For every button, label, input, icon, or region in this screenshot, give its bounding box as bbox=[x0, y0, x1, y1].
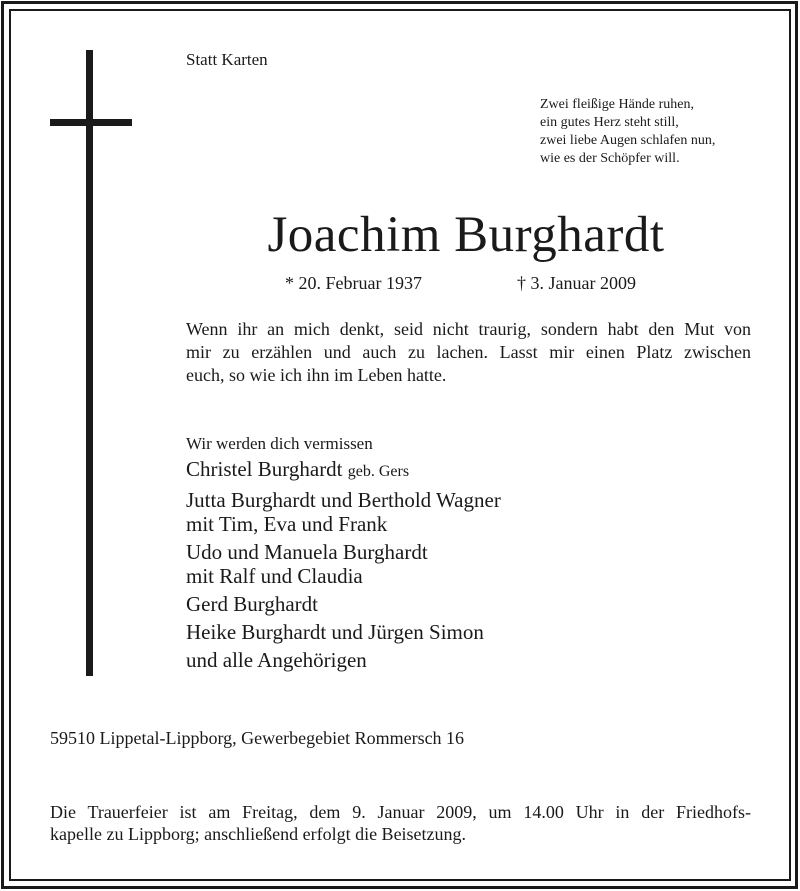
mourner-entry: Udo und Manuela Burghardt bbox=[186, 540, 428, 564]
deceased-name: Joachim Burghardt bbox=[267, 207, 665, 263]
statt-karten-label: Statt Karten bbox=[186, 50, 268, 69]
birth-date: * 20. Februar 1937 bbox=[285, 273, 422, 293]
death-date: † 3. Januar 2009 bbox=[517, 273, 636, 293]
poem bbox=[540, 96, 715, 168]
mourners-intro: Wir werden dich vermissen bbox=[186, 434, 373, 453]
funeral-line: Die Trauerfeier ist am Freitag, dem 9. Januar 2009, um 14.00 Uhr in der Friedhofs- bbox=[50, 802, 751, 822]
poem-line: wie es der Schöpfer will. bbox=[540, 151, 680, 166]
mourner-entry bbox=[186, 457, 501, 484]
mourner-entry: Heike Burghardt und Jürgen Simon bbox=[186, 620, 484, 644]
family-address: 59510 Lippetal-Lippborg, Gewerbegebiet Rommersch 16 bbox=[50, 728, 465, 748]
mourner-entry: Jutta Burghardt und Berthold Wagner bbox=[186, 488, 501, 512]
funeral-line: kapelle zu Lippborg; anschließend erfolgt die Beisetzung. bbox=[50, 824, 467, 844]
memorial-quote bbox=[186, 318, 751, 387]
poem-line: Zwei fleißige Hände ruhen, bbox=[540, 97, 694, 112]
mourner-entry: Gerd Burghardt bbox=[186, 592, 318, 616]
poem-line: ein gutes Herz steht still, bbox=[540, 115, 679, 130]
quote-line: Wenn ihr an mich denkt, seid nicht traurig, sondern habt den Mut von bbox=[186, 319, 751, 339]
mourner-maiden-name: geb. Gers bbox=[347, 463, 410, 480]
mourners-list bbox=[186, 457, 501, 672]
funeral-info bbox=[50, 801, 751, 845]
mourner-entry: mit Tim, Eva und Frank bbox=[186, 512, 388, 536]
mourner-entry: mit Ralf und Claudia bbox=[186, 564, 363, 588]
cross-icon bbox=[86, 50, 93, 676]
mourner-name: Christel Burghardt bbox=[186, 457, 343, 481]
quote-line: mir zu erzählen und auch zu lachen. Lasst mir einen Platz zwischen bbox=[186, 342, 751, 362]
quote-line: euch, so wie ich ihn im Leben hatte. bbox=[186, 365, 447, 385]
cross-icon-bar bbox=[50, 119, 132, 126]
mourner-entry: und alle Angehörigen bbox=[186, 648, 367, 672]
poem-line: zwei liebe Augen schlafen nun, bbox=[540, 133, 716, 148]
